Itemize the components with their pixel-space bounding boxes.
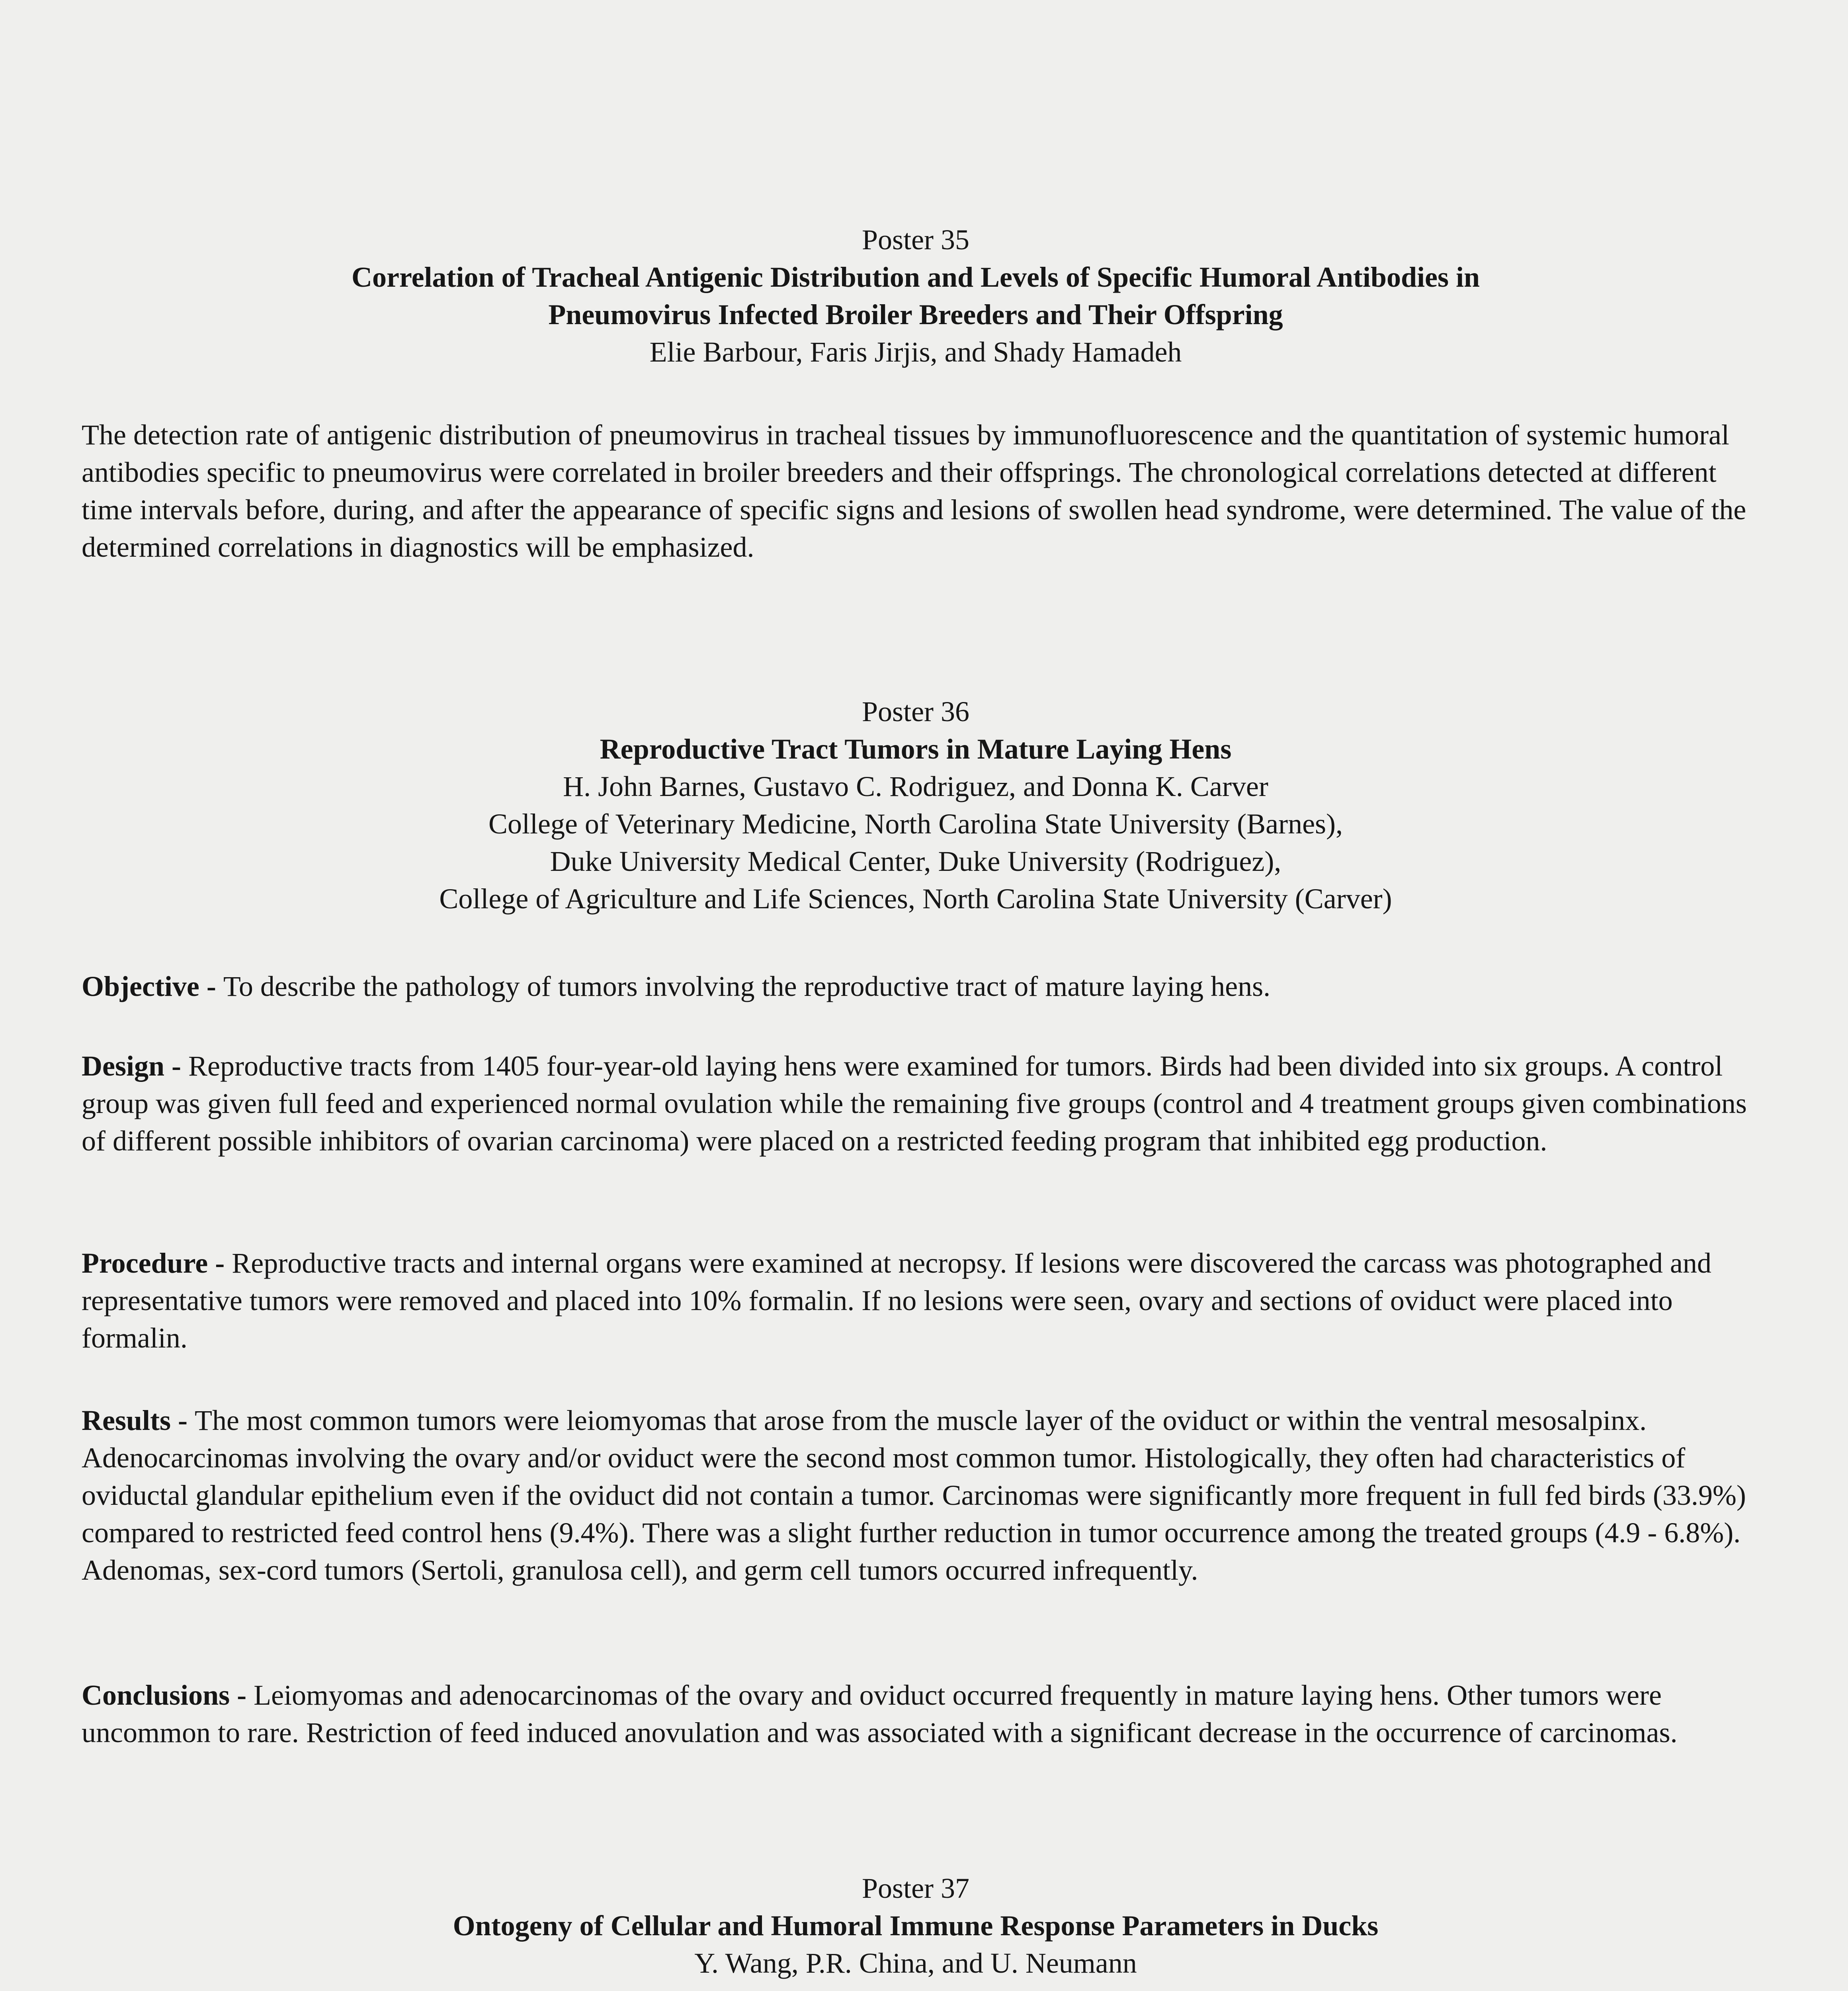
poster-36-title: Reproductive Tract Tumors in Mature Laying Hens (600, 733, 1232, 765)
poster-36-results (82, 1402, 1750, 1589)
procedure-text: Reproductive tracts and internal organs were examined at necropsy. If lesions were discovered the carcass was photographed and representative tumors were removed and placed into 10% formalin. If no lesions were seen, ovary and sections of oviduct were placed into formalin. (82, 1247, 1711, 1354)
design-text: Reproductive tracts from 1405 four-year-old laying hens were examined for tumors. Birds had been divided into six groups. A control group was given full feed and experienced normal ovulation while the remaining five groups (control and 4 treatment groups given combinations of different possible inhibitors of ovarian carcinoma) were placed on a restricted feeding program that inhibited egg production. (82, 1050, 1747, 1157)
objective-text: To describe the pathology of tumors involving the reproductive tract of mature laying hens. (223, 970, 1271, 1002)
poster-35-title-line-2: Pneumovirus Infected Broiler Breeders and Their Offspring (548, 299, 1283, 331)
poster-36-affiliation-2: Duke University Medical Center, Duke University (Rodriguez), (550, 845, 1281, 877)
poster-35-header (82, 221, 1750, 371)
conclusions-text: Leiomyomas and adenocarcinomas of the ovary and oviduct occurred frequently in mature laying hens. Other tumors were uncommon to rare. Restriction of feed induced anovulation and was associated with a significant decrease in the occurrence of carcinomas. (82, 1679, 1678, 1748)
poster-35-authors: Elie Barbour, Faris Jirjis, and Shady Hamadeh (649, 336, 1182, 368)
poster-36-header (82, 693, 1750, 917)
conclusions-label: Conclusions - (82, 1679, 254, 1711)
poster-36-affiliation-1: College of Veterinary Medicine, North Carolina State University (Barnes), (488, 808, 1343, 840)
procedure-label: Procedure - (82, 1247, 232, 1279)
objective-label: Objective - (82, 970, 223, 1002)
poster-37-authors: Y. Wang, P.R. China, and U. Neumann (694, 1947, 1137, 1979)
poster-35-number: Poster 35 (862, 224, 969, 256)
poster-36-authors: H. John Barnes, Gustavo C. Rodriguez, and Donna K. Carver (563, 771, 1268, 802)
poster-37-header (82, 1870, 1750, 1982)
poster-36-number: Poster 36 (862, 696, 969, 728)
results-label: Results - (82, 1404, 195, 1436)
poster-36-affiliation-3: College of Agriculture and Life Sciences, North Carolina State University (Carver) (439, 883, 1392, 915)
poster-36-procedure (82, 1244, 1750, 1357)
poster-36-design (82, 1047, 1750, 1160)
poster-36-objective (82, 968, 1750, 1005)
results-text: The most common tumors were leiomyomas that arose from the muscle layer of the oviduct or within the ventral mesosalpinx. Adenocarcinomas involving the ovary and/or oviduct were the second most common tumor. Histologically, they often had characteristics of oviductal glandular epithelium even if the oviduct did not contain a tumor. Carcinomas were significantly more frequent in full fed birds (33.9%) compared to restricted feed control hens (9.4%). There was a slight further reduction in tumor occurrence among the treated groups (4.9 - 6.8%). Adenomas, sex-cord tumors (Sertoli, granulosa cell), and germ cell tumors occurred infrequently. (82, 1404, 1746, 1586)
poster-35-title-line-1: Correlation of Tracheal Antigenic Distribution and Levels of Specific Humoral Antibodies in (351, 261, 1480, 293)
poster-35-abstract: The detection rate of antigenic distribution of pneumovirus in tracheal tissues by immunofluorescence and the quantitation of systemic humoral antibodies specific to pneumovirus were correlated in broiler breeders and their offsprings. The chronological correlations detected at different time intervals before, during, and after the appearance of specific signs and lesions of swollen head syndrome, were determined. The value of the determined correlations in diagnostics will be emphasized. (82, 419, 1746, 563)
poster-37-title: Ontogeny of Cellular and Humoral Immune Response Parameters in Ducks (453, 1910, 1379, 1942)
poster-37-number: Poster 37 (862, 1872, 969, 1904)
poster-36-conclusions (82, 1676, 1750, 1751)
design-label: Design - (82, 1050, 188, 1082)
